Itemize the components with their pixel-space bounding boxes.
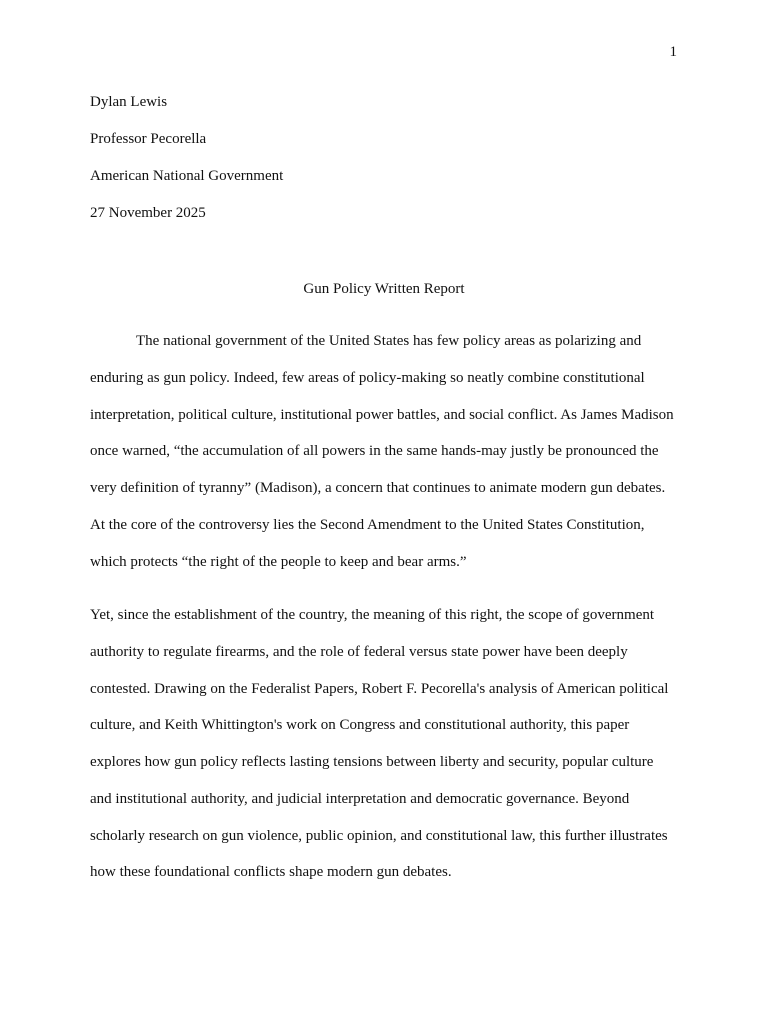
- course-name: American National Government: [90, 168, 284, 184]
- paragraph-line: culture, and Keith Whittington's work on Congress and constitutional authority, this paper: [90, 717, 630, 734]
- paragraph-line: contested. Drawing on the Federalist Papers, Robert F. Pecorella's analysis of American political: [90, 680, 669, 697]
- paragraph-line: Yet, since the establishment of the country, the meaning of this right, the scope of government: [90, 607, 655, 623]
- paragraph-line: once warned, “the accumulation of all powers in the same hands-may justly be pronounced the: [90, 443, 659, 460]
- paragraph-line: explores how gun policy reflects lasting tensions between liberty and security, popular culture: [90, 754, 654, 770]
- paragraph-line: which protects “the right of the people to keep and bear arms.”: [90, 553, 467, 570]
- paragraph-line: interpretation, political culture, institutional power battles, and social conflict. As James Madison: [90, 406, 674, 423]
- paragraph-line: enduring as gun policy. Indeed, few areas of policy-making so neatly combine constitutional: [90, 369, 645, 386]
- heading-block: [90, 93, 283, 241]
- paragraph-2: [90, 597, 682, 891]
- paragraph-line: authority to regulate firearms, and the role of federal versus state power have been deeply: [90, 643, 628, 660]
- student-name: Dylan Lewis: [90, 94, 168, 110]
- paragraph-line: scholarly research on gun violence, public opinion, and constitutional law, this further illustrates: [90, 827, 668, 844]
- paragraph-line: how these foundational conflicts shape modern gun debates.: [90, 864, 452, 881]
- professor-name: Professor Pecorella: [90, 131, 207, 147]
- page-number: 1: [669, 44, 677, 60]
- report-title: Gun Policy Written Report: [303, 281, 465, 297]
- paragraph-line: The national government of the United States has few policy areas as polarizing and: [136, 333, 642, 349]
- paragraph-line: and institutional authority, and judicial interpretation and democratic governance. Beyond: [90, 790, 630, 807]
- date: 27 November 2025: [90, 205, 206, 221]
- paragraph-line: very definition of tyranny” (Madison), a concern that continues to animate modern gun debates.: [90, 480, 666, 496]
- paragraph-line: At the core of the controversy lies the Second Amendment to the United States Constitution,: [90, 516, 645, 533]
- paragraph-1: [90, 323, 682, 580]
